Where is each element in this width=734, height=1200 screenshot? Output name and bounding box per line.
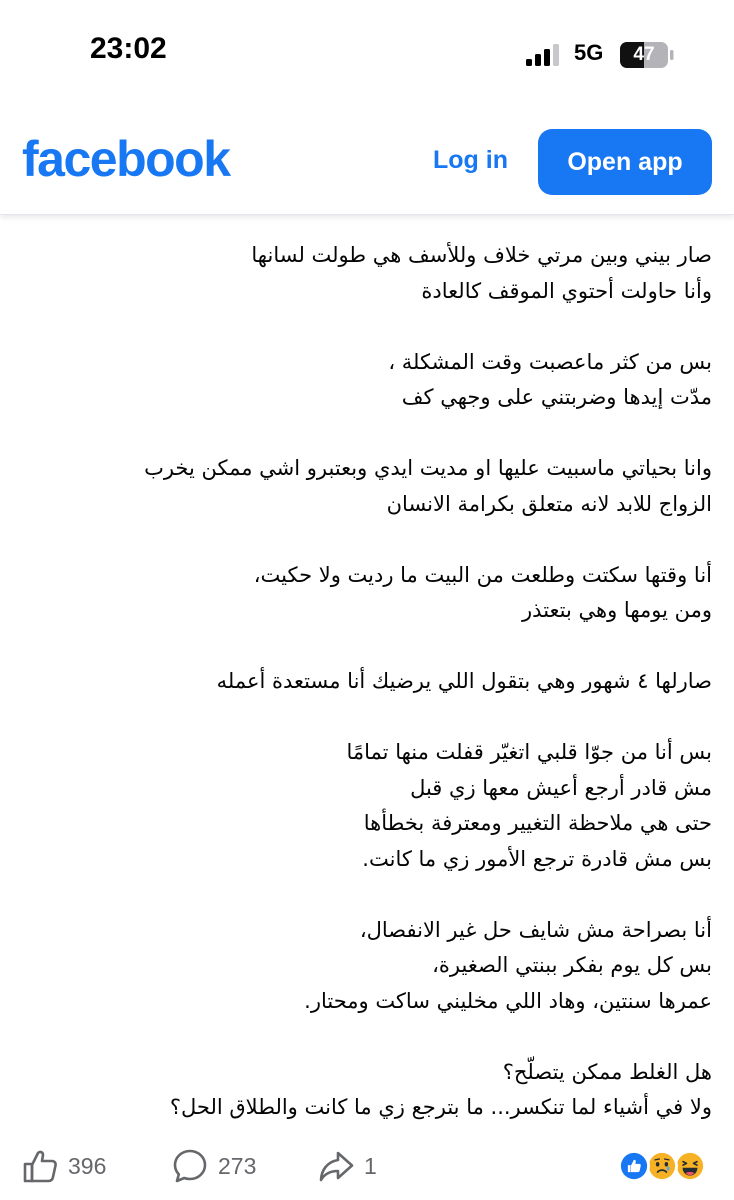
post-paragraph xyxy=(20,664,712,700)
post-line: أنا بصراحة مش شايف حل غير الانفصال، xyxy=(359,917,712,942)
post-paragraph xyxy=(20,451,712,522)
facebook-logo[interactable]: facebook xyxy=(22,131,230,187)
post-paragraph xyxy=(20,1055,712,1126)
post-paragraph xyxy=(20,345,712,416)
status-bar xyxy=(0,0,734,110)
post-line: صار بيني وبين مرتي خلاف وللأسف هي طولت لسانها xyxy=(251,243,712,267)
signal-icon xyxy=(526,44,562,66)
post-line: بس مش قادرة ترجع الأمور زي ما كانت. xyxy=(362,846,712,871)
post-line: أنا وقتها سكتت وطلعت من البيت ما رديت ولا حكيت، xyxy=(253,562,712,587)
post-line: ولا في أشياء لما تنكسر... ما بترجع زي ما كانت والطلاق الحل؟ xyxy=(169,1095,712,1119)
post-line: بس كل يوم بفكر ببنتي الصغيرة، xyxy=(432,953,712,977)
share-count: 1 xyxy=(364,1152,377,1179)
sad-reaction-icon xyxy=(646,1150,678,1182)
comment-bubble-icon xyxy=(172,1148,208,1184)
post-text xyxy=(20,238,712,1126)
post-line: هل الغلط ممكن يتصلّح؟ xyxy=(502,1059,712,1084)
comment-button[interactable] xyxy=(172,1146,256,1186)
status-time: 23:02 xyxy=(90,32,167,65)
post-line: حتى هي ملاحظة التغيير ومعترفة بخطأها xyxy=(363,811,712,835)
share-arrow-icon xyxy=(318,1148,354,1184)
login-link[interactable]: Log in xyxy=(433,146,508,174)
thumbs-up-icon xyxy=(22,1148,58,1184)
battery-level: 47 xyxy=(633,44,655,65)
post-line: بس من كثر ماعصبت وقت المشكلة ، xyxy=(388,349,712,374)
post-line: عمرها سنتين، وهاد اللي مخليني ساكت ومحتار. xyxy=(304,988,712,1013)
network-label: 5G xyxy=(574,40,604,65)
like-reaction-icon xyxy=(618,1150,650,1182)
post-line: ومن يومها وهي بتعتذر xyxy=(522,598,712,622)
like-count: 396 xyxy=(68,1152,107,1179)
post-line: وأنا حاولت أحتوي الموقف كالعادة xyxy=(421,278,712,303)
post-line: الزواج للابد لانه متعلق بكرامة الانسان xyxy=(386,491,712,516)
post-paragraph xyxy=(20,558,712,629)
post-line: مدّت إيدها وضربتني على وجهي كف xyxy=(401,385,712,409)
post-line: صارلها ٤ شهور وهي بتقول اللي يرضيك أنا مستعدة أعمله xyxy=(216,669,712,693)
comment-count: 273 xyxy=(218,1152,257,1179)
post-paragraph xyxy=(20,913,712,1020)
haha-reaction-icon xyxy=(674,1150,706,1182)
reaction-icons[interactable] xyxy=(616,1150,716,1184)
post-line: وانا بحياتي ماسبيت عليها او مديت ايدي وبعتبرو اشي ممكن يخرب xyxy=(144,456,712,480)
share-button[interactable] xyxy=(318,1146,377,1186)
post-paragraph xyxy=(20,735,712,877)
like-button[interactable] xyxy=(22,1146,106,1186)
post-line: بس أنا من جوّا قلبي اتغيّر قفلت منها تمامًا xyxy=(346,740,712,764)
post-paragraph xyxy=(20,238,712,309)
post-line: مش قادر أرجع أعيش معها زي قبل xyxy=(410,775,712,800)
open-app-button[interactable]: Open app xyxy=(538,129,712,195)
post-actions xyxy=(0,1140,734,1196)
facebook-header xyxy=(0,110,734,215)
